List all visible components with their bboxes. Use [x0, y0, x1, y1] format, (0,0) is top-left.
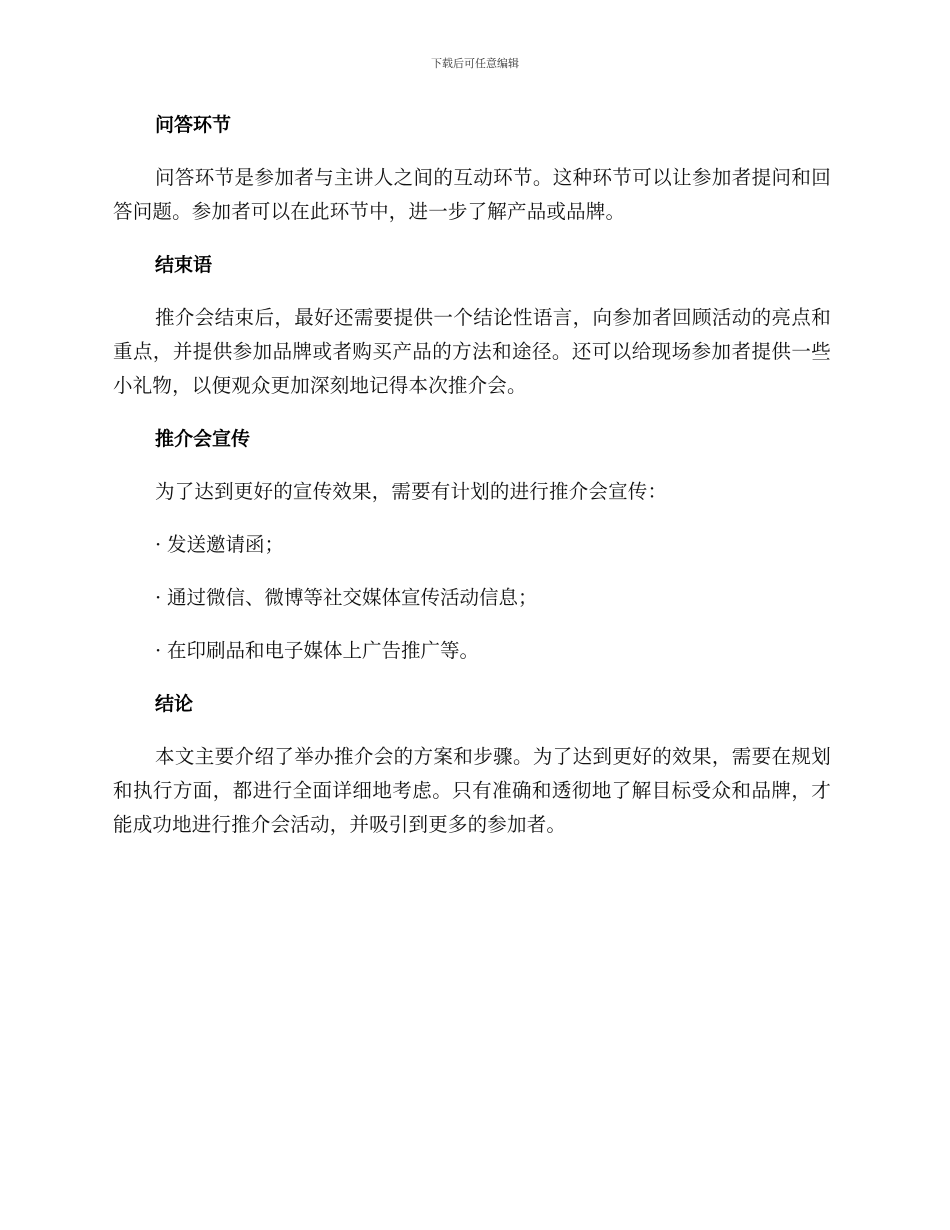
document-body	[113, 108, 831, 861]
section-heading-qa: 问答环节	[155, 114, 232, 136]
bullet-item	[113, 581, 831, 615]
bullet-dot: ·	[155, 586, 162, 609]
bullet-text: 发送邀请函；	[167, 533, 285, 556]
page-header: 下载后可任意编辑	[431, 57, 519, 70]
bullet-dot: ·	[155, 639, 162, 662]
section-paragraph-qa: 问答环节是参加者与主讲人之间的互动环节。这种环节可以让参加者提问和回答问题。参加者可以在此环节中，进一步了解产品或品牌。	[113, 166, 831, 223]
bullet-text: 通过微信、微博等社交媒体宣传活动信息；	[167, 586, 538, 609]
section-heading-conclusion: 结论	[155, 693, 194, 715]
section-paragraph-promotion: 为了达到更好的宣传效果，需要有计划的进行推介会宣传：	[155, 480, 668, 503]
section-heading-promotion: 推介会宣传	[155, 428, 251, 450]
section-paragraph-closing: 推介会结束后，最好还需要提供一个结论性语言，向参加者回顾活动的亮点和重点，并提供参加品牌或者购买产品的方法和途径。还可以给现场参加者提供一些小礼物，以便观众更加深刻地记得本次推介会。	[113, 306, 831, 397]
section-heading-closing: 结束语	[155, 254, 213, 276]
bullet-dot: ·	[155, 533, 162, 556]
bullet-item	[113, 634, 831, 668]
bullet-text: 在印刷品和电子媒体上广告推广等。	[167, 639, 480, 662]
section-paragraph-conclusion: 本文主要介绍了举办推介会的方案和步骤。为了达到更好的效果，需要在规划和执行方面，都进行全面详细地考虑。只有准确和透彻地了解目标受众和品牌，才能成功地进行推介会活动，并吸引到更多的参加者。	[113, 745, 831, 836]
bullet-item	[113, 528, 831, 562]
